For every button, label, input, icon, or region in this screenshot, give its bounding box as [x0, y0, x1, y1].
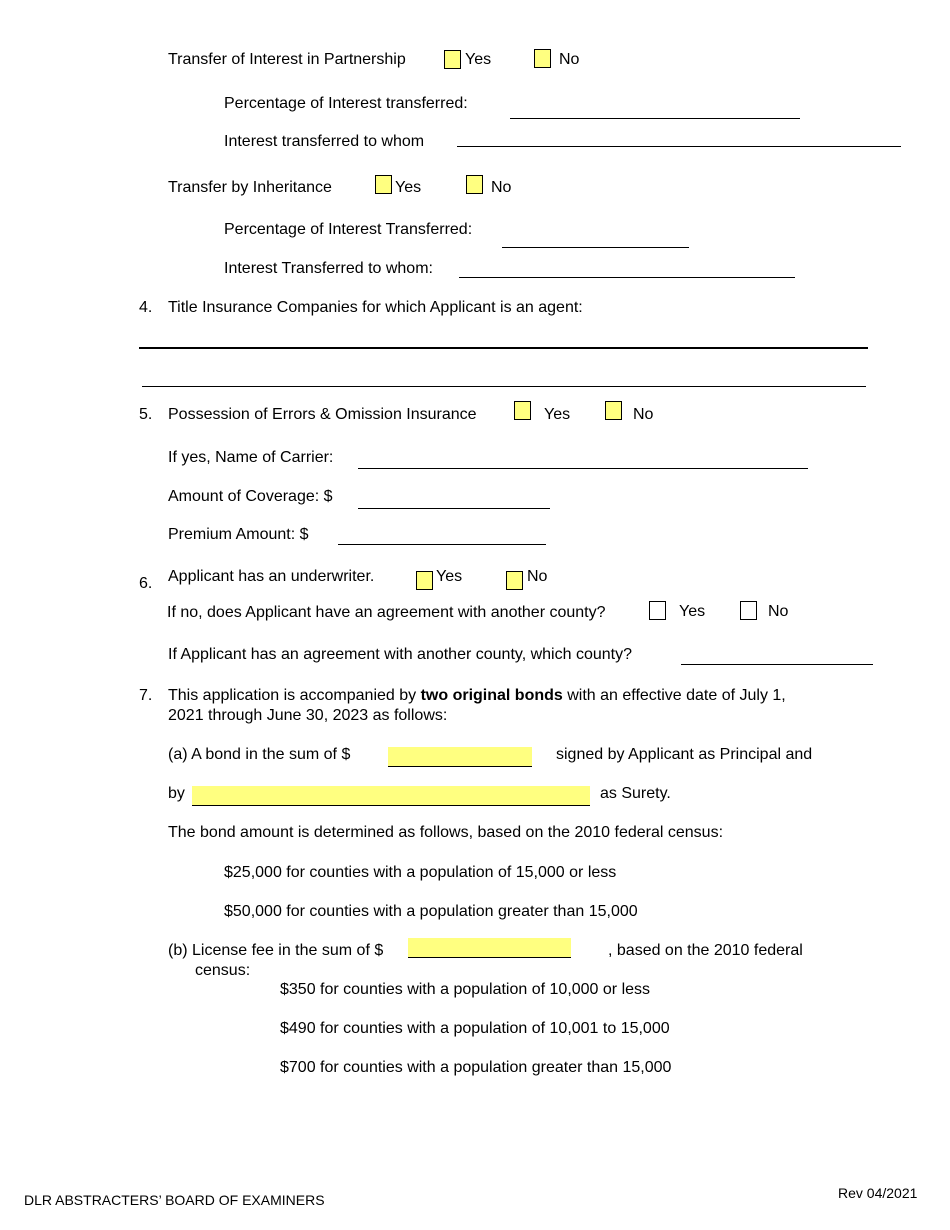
inheritance-no-label: No	[491, 179, 512, 196]
footer-revision: Rev 04/2021	[838, 1185, 918, 1201]
q7b-license-fee-field[interactable]	[408, 938, 571, 958]
q6-agreement-yes-label: Yes	[679, 603, 706, 620]
inheritance-percentage-field[interactable]	[502, 247, 689, 248]
q6-no-label: No	[527, 568, 548, 585]
q6-agreement-label: If no, does Applicant have an agreement with another county?	[167, 604, 606, 621]
q5-number: 5.	[139, 406, 153, 423]
q5-premium-field[interactable]	[338, 544, 546, 545]
inheritance-percentage-label: Percentage of Interest Transferred:	[224, 221, 473, 238]
q4-number: 4.	[139, 299, 153, 316]
q7a-bond-amount-field[interactable]	[388, 747, 532, 767]
footer-board-name: DLR ABSTRACTERS’ BOARD OF EXAMINERS	[24, 1192, 325, 1208]
inheritance-whom-label: Interest Transferred to whom:	[224, 260, 433, 277]
q6-yes-checkbox[interactable]	[416, 571, 433, 590]
q5-no-checkbox[interactable]	[605, 401, 622, 420]
partnership-transfer-label: Transfer of Interest in Partnership	[168, 51, 406, 68]
partnership-percentage-label: Percentage of Interest transferred:	[224, 95, 468, 112]
q6-agreement-yes-checkbox[interactable]	[649, 601, 666, 620]
q5-carrier-field[interactable]	[358, 468, 808, 469]
q5-yes-label: Yes	[544, 406, 571, 423]
q7b-census-label-cont: census:	[195, 962, 251, 979]
q7-bond-tier-1: $25,000 for counties with a population of 15,000 or less	[224, 864, 617, 881]
q7b-census-label: , based on the 2010 federal	[608, 942, 803, 959]
q7-fee-tier-2: $490 for counties with a population of 10,001 to 15,000	[280, 1020, 670, 1037]
partnership-whom-label: Interest transferred to whom	[224, 133, 425, 150]
partnership-yes-checkbox[interactable]	[444, 50, 461, 69]
q5-no-label: No	[633, 406, 654, 423]
inheritance-transfer-label: Transfer by Inheritance	[168, 179, 332, 196]
q6-underwriter-label: Applicant has an underwriter.	[168, 568, 375, 585]
q7-bond-note: The bond amount is determined as follows, based on the 2010 federal census:	[168, 824, 724, 841]
q7-intro-bold: two original bonds	[420, 687, 563, 704]
q5-coverage-label: Amount of Coverage: $	[168, 488, 333, 505]
partnership-no-label: No	[559, 51, 580, 68]
q5-eo-insurance-label: Possession of Errors & Omission Insurance	[168, 406, 477, 423]
q5-yes-checkbox[interactable]	[514, 401, 531, 420]
q4-title-insurance-label: Title Insurance Companies for which Applicant is an agent:	[168, 299, 583, 316]
inheritance-yes-checkbox[interactable]	[375, 175, 392, 194]
q7-intro-line-1: This application is accompanied by two original bonds with an effective date of July 1,	[168, 687, 786, 704]
q7-intro-line-2: 2021 through June 30, 2023 as follows:	[168, 707, 448, 724]
inheritance-no-checkbox[interactable]	[466, 175, 483, 194]
q4-companies-line-1[interactable]	[139, 347, 868, 349]
q7a-principal-label: signed by Applicant as Principal and	[556, 746, 813, 763]
q7-fee-tier-3: $700 for counties with a population greater than 15,000	[280, 1059, 672, 1076]
q6-no-checkbox[interactable]	[506, 571, 523, 590]
q7a-by-label: by	[168, 785, 185, 802]
q7a-surety-name-field[interactable]	[192, 786, 590, 806]
q7-fee-tier-1: $350 for counties with a population of 10,000 or less	[280, 981, 651, 998]
q6-which-county-label: If Applicant has an agreement with another county, which county?	[168, 646, 632, 663]
inheritance-whom-field[interactable]	[459, 277, 795, 278]
q6-which-county-field[interactable]	[681, 664, 873, 665]
q4-companies-line-2[interactable]	[142, 386, 866, 387]
q5-premium-label: Premium Amount: $	[168, 526, 309, 543]
q6-number: 6.	[139, 575, 153, 592]
q7-number: 7.	[139, 687, 153, 704]
q6-yes-label: Yes	[436, 568, 463, 585]
q7-bond-tier-2: $50,000 for counties with a population greater than 15,000	[224, 903, 638, 920]
q5-carrier-label: If yes, Name of Carrier:	[168, 449, 334, 466]
q6-agreement-no-checkbox[interactable]	[740, 601, 757, 620]
q5-coverage-field[interactable]	[358, 508, 550, 509]
partnership-yes-label: Yes	[465, 51, 492, 68]
partnership-no-checkbox[interactable]	[534, 49, 551, 68]
partnership-whom-field[interactable]	[457, 146, 901, 147]
q7a-bond-label: (a) A bond in the sum of $	[168, 746, 351, 763]
q7a-surety-label: as Surety.	[600, 785, 671, 802]
q6-agreement-no-label: No	[768, 603, 789, 620]
q7b-license-fee-label: (b) License fee in the sum of $	[168, 942, 384, 959]
partnership-percentage-field[interactable]	[510, 118, 800, 119]
inheritance-yes-label: Yes	[395, 179, 422, 196]
